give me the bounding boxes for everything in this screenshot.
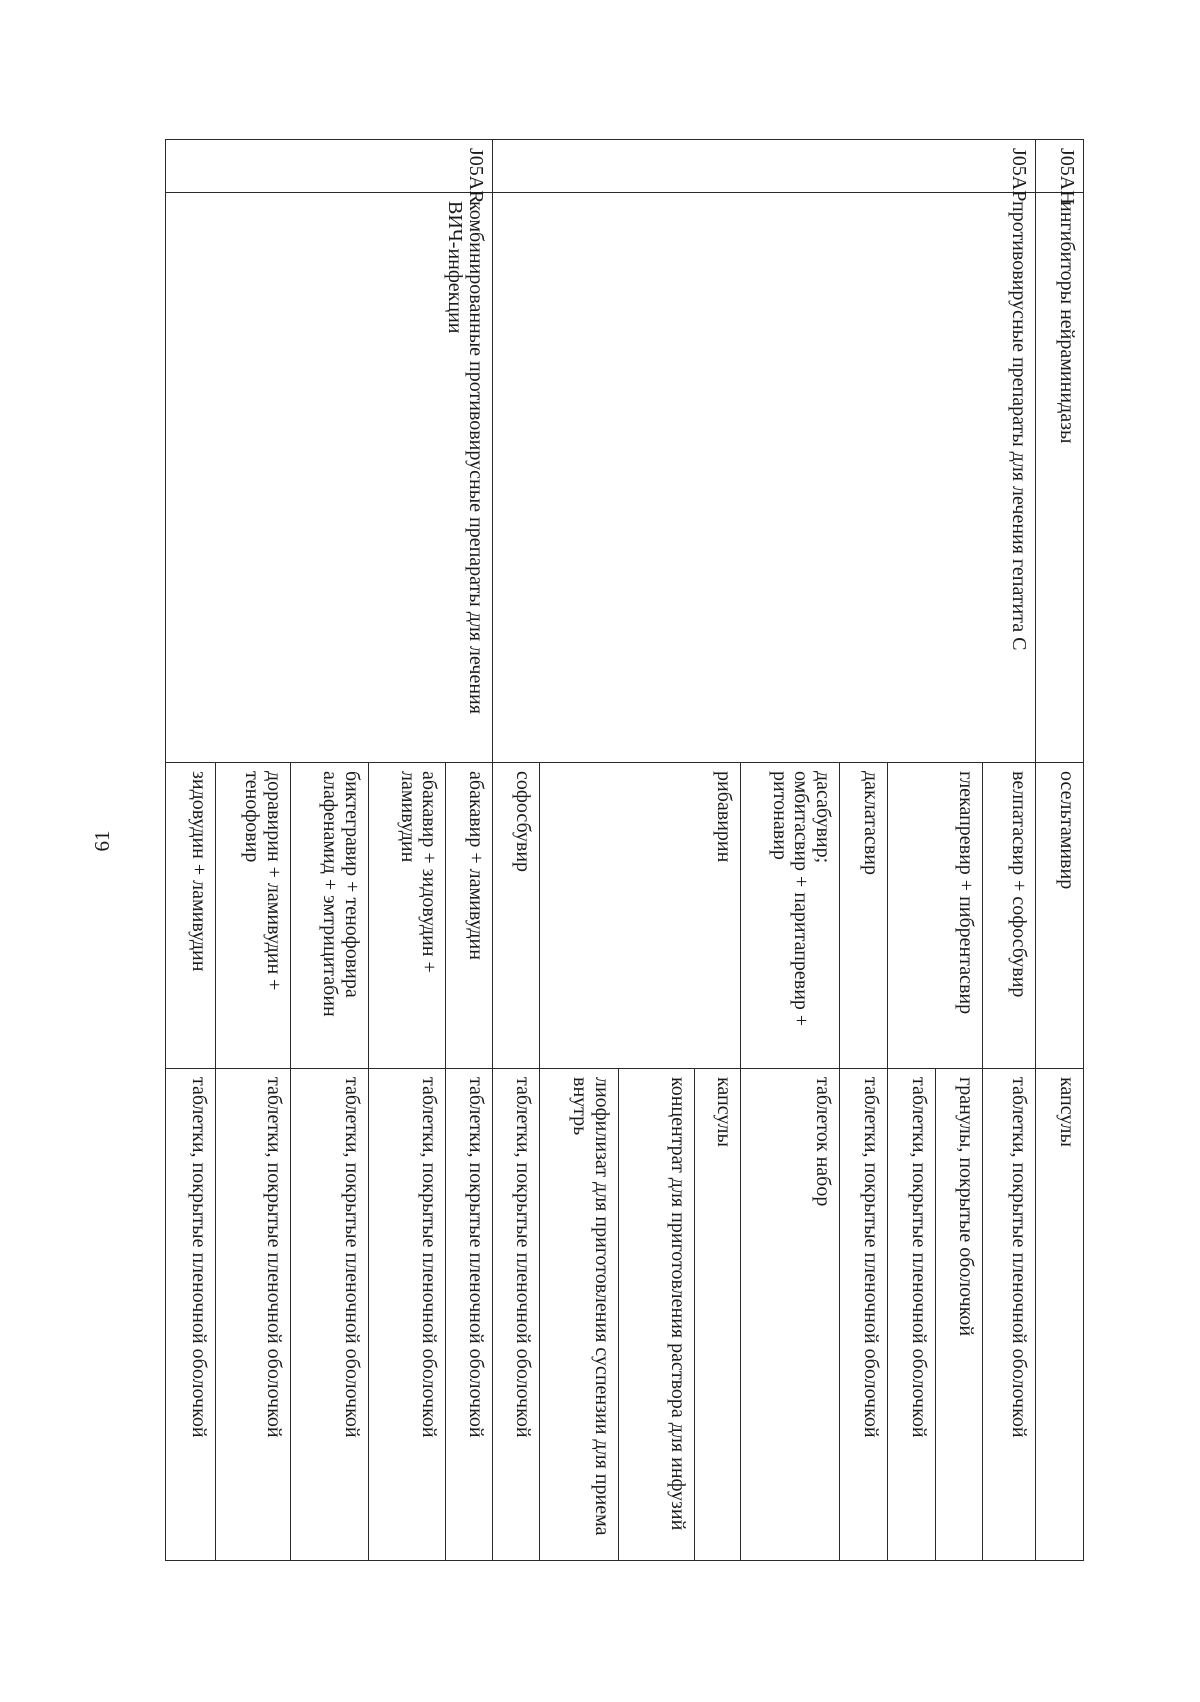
drug-name: дасабувир; омбитасвир + паритапревир + ритонавир xyxy=(741,763,840,1069)
dosage-form: таблетки, покрытые пленочной оболочкой xyxy=(215,1069,290,1561)
dosage-form: капсулы xyxy=(1036,1069,1084,1561)
drug-name: биктегравир + тенофовира алафенамид + эмтрицитабин xyxy=(290,763,368,1069)
drug-name: осельтамивир xyxy=(1036,763,1084,1069)
drug-name: велпатасвир + софосбувир xyxy=(983,763,1036,1069)
drug-name: рибавирин xyxy=(539,763,740,1069)
dosage-form: таблетки, покрытые пленочной оболочкой xyxy=(166,1069,216,1561)
drug-table-frame xyxy=(165,139,1084,1560)
dosage-form: таблетки, покрытые пленочной оболочкой xyxy=(446,1069,493,1561)
atc-code: J05AR xyxy=(166,140,493,193)
drug-name: глекапревир + пибрентасвир xyxy=(887,763,983,1069)
drug-name: даклатасвир xyxy=(839,763,887,1069)
dosage-form: таблетки, покрытые пленочной оболочкой xyxy=(290,1069,368,1561)
dosage-form: таблетки, покрытые пленочной оболочкой xyxy=(887,1069,935,1561)
atc-code: J05AP xyxy=(493,140,1036,193)
drug-table xyxy=(165,139,1084,1561)
pharmacological-group: противовирусные препараты для лечения гепатита С xyxy=(493,193,1036,763)
dosage-form: таблетки, покрытые пленочной оболочкой xyxy=(983,1069,1036,1561)
pharmacological-group: ингибиторы нейраминидазы xyxy=(1036,193,1084,763)
dosage-form: таблетки, покрытые пленочной оболочкой xyxy=(493,1069,540,1561)
page-number: 61 xyxy=(90,830,114,852)
table-row xyxy=(1036,140,1084,1561)
table-row xyxy=(983,140,1036,1561)
dosage-form: капсулы xyxy=(694,1069,741,1561)
pharmacological-group: комбинированные противовирусные препараты для лечения ВИЧ-инфекции xyxy=(166,193,493,763)
dosage-form: таблеток набор xyxy=(741,1069,840,1561)
table-row xyxy=(446,140,493,1561)
drug-name: зидовудин + ламивудин xyxy=(166,763,216,1069)
drug-name: абакавир + зидовудин + ламивудин xyxy=(368,763,446,1069)
drug-name: софосбувир xyxy=(493,763,540,1069)
atc-code: J05AH xyxy=(1036,140,1084,193)
dosage-form: лиофилизат для приготовления суспензии для приема внутрь xyxy=(539,1069,618,1561)
dosage-form: гранулы, покрытые оболочкой xyxy=(935,1069,983,1561)
drug-name: абакавир + ламивудин xyxy=(446,763,493,1069)
dosage-form: таблетки, покрытые пленочной оболочкой xyxy=(368,1069,446,1561)
dosage-form: концентрат для приготовления раствора для инфузий xyxy=(618,1069,694,1561)
dosage-form: таблетки, покрытые пленочной оболочкой xyxy=(839,1069,887,1561)
drug-name: доравирин + ламивудин + тенофовир xyxy=(215,763,290,1069)
